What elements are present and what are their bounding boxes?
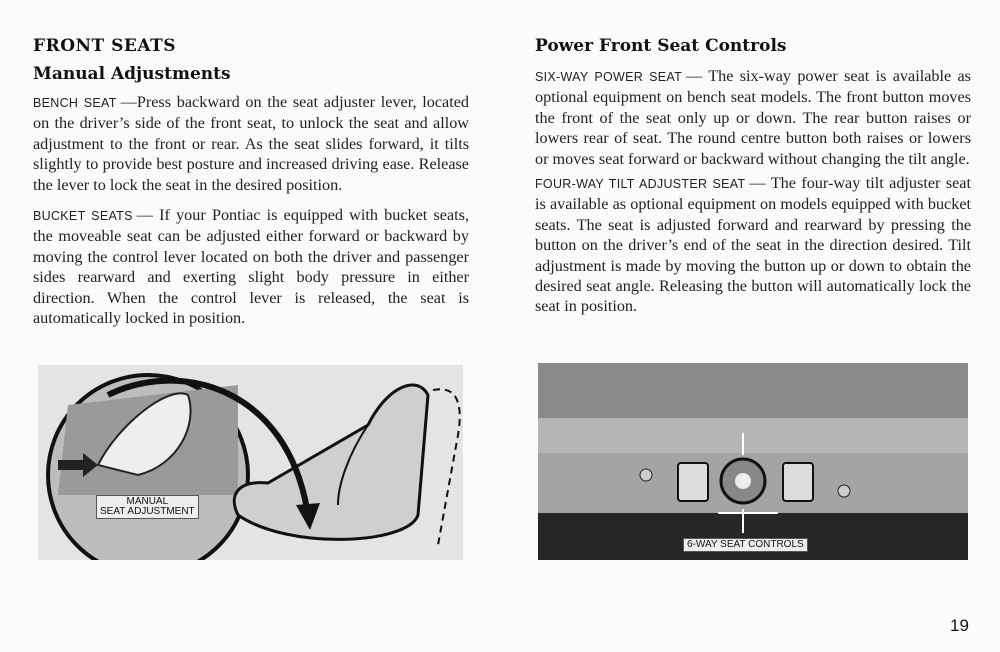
run-in-label: FOUR-WAY TILT ADJUSTER SEAT — [535, 177, 746, 192]
section-title: Power Front Seat Controls — [535, 36, 787, 56]
page-number: 19 — [950, 616, 969, 635]
right-column — [535, 34, 971, 327]
run-in-label: BUCKET SEATS — [33, 209, 133, 224]
seat-drawing — [38, 365, 463, 560]
caption-line: MANUAL — [126, 496, 169, 507]
run-in-label: SIX-WAY POWER SEAT — [535, 70, 683, 84]
paragraph-text: —Press backward on the seat adjuster lever, located on the driver’s side of the front seat, to unlock the seat and allow adjustment to the front or rear. As the seat slides forward, it tilts slightly to provide best posture and increased driving ease. Release the lever to lock the seat in the desired position. — [33, 93, 470, 194]
four-way-paragraph — [535, 173, 971, 317]
bucket-seats-paragraph — [33, 205, 469, 328]
paragraph-text: — The four-way tilt adjuster seat is available as optional equipment on models equipped with bucket seats. The seat is adjusted forward and rearward by pressing the button on the driver’s end of the seat in the direction desired. Tilt adjustment is made by moving the button up or down to obtain the desired seat angle. Releasing the button will automatically lock the seat in position. — [535, 174, 971, 316]
figure-caption — [96, 495, 199, 519]
bench-seat-paragraph — [33, 92, 469, 195]
paragraph-text: — The six-way power seat is available as optional equipment on bench seat models. The front button moves the front of the seat only up or down. The rear button raises or lowers rear of seat. The round centre button both raises or lowers or moves seat forward or backward without changing the tilt angle. — [535, 67, 971, 168]
section-subtitle: Manual Adjustments — [33, 64, 231, 84]
manual-seat-illustration — [38, 365, 463, 560]
seat-controls-drawing — [538, 363, 968, 560]
six-way-paragraph — [535, 66, 971, 169]
power-seat-controls-photo — [538, 363, 968, 560]
paragraph-text: — If your Pontiac is equipped with bucket seats, the moveable seat can be adjusted either forward or backward by moving the control lever located on both the driver and passenger sides rearward and exerting slight body pressure in either direction. When the control lever is released, the seat is automatically locked in position. — [33, 206, 469, 328]
figure-caption: 6-WAY SEAT CONTROLS — [683, 538, 808, 552]
left-column — [33, 34, 469, 338]
caption-line: SEAT ADJUSTMENT — [100, 506, 195, 517]
run-in-label: BENCH SEAT — [33, 96, 117, 110]
section-title: FRONT SEATS — [33, 36, 177, 56]
